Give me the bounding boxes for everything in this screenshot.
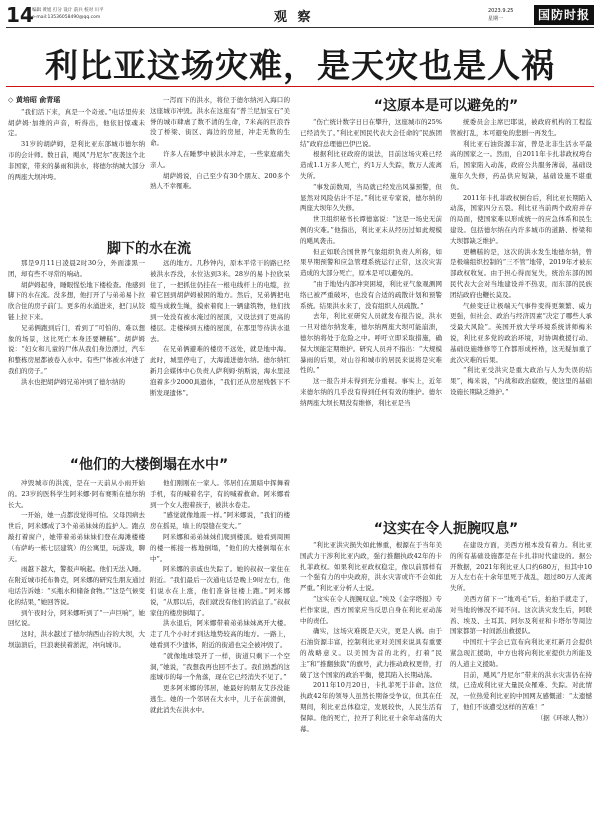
weekday-text: 星期一 bbox=[488, 16, 504, 22]
paragraph: 在兄弟俩避难的楼房不远处，就是地中海。此时，城里停电了，大海涌进德尔纳。德尔纳红新月会媒体中心负责人萨利姆·纳斯说，海水里浸泡着多少2000具遗体，“我们还从房屋残骸下不断发现遗体”。 bbox=[150, 345, 290, 397]
section4-column-1 bbox=[300, 540, 442, 830]
section3-column-1 bbox=[300, 117, 442, 513]
subhead-avoidable: “这原本是可以避免的” bbox=[373, 98, 519, 114]
main-headline: 利比亚这场灾难，是天灾也是人祸 bbox=[45, 46, 555, 85]
paragraph: 洪水也把胡萨姆兄弟冲到了德尔纳的 bbox=[21, 377, 125, 386]
section2-column-1 bbox=[8, 478, 145, 830]
paragraph: “利比亚洪灾损失如此惨重，根源在于当年美国武力干涉利比亚内政，强行推翻执政42年的卡扎菲政权。如果利比亚政权稳定，像以前那样有一个强有力的中央政府，洪水灾害或许不会如此严重。”利比亚分析人士说。 bbox=[300, 541, 442, 593]
intro-column-1 bbox=[8, 95, 145, 245]
paragraph: 远的地方。几秒钟内，原本平常干的路已经被洪水吞没，水位达到3米。28岁的易卜拉欣呆住了，一把抓住仍挂在一根电线杆上的电缆，拉着它回到胡萨姆被困的地方。然后，兄弟俩把电缆当成救生绳，摸索着爬上一辆建筑物，他们找到一处没有被水淹过的屋顶，又设法到了更高的楼层。走楼梯到五楼的屋顶，在那里等待洪水退去。 bbox=[150, 259, 290, 343]
section4-column-2 bbox=[450, 540, 592, 830]
subhead-water-flowing: 脚下的水在流 bbox=[107, 241, 191, 257]
email-line: e-mail:13536058490@qq.com bbox=[32, 15, 101, 20]
paragraph: 阿米娜的亲戚也失踪了。她的叔叔一家住在附近。“我们最后一次通电话是晚上9时左右，他们说水在上涨，他们准备往楼上跑。”阿米娜说，“从那以后，我们就没有他们的消息了。”叔叔家住的楼房倒塌了。 bbox=[150, 565, 290, 617]
issue-date bbox=[488, 7, 513, 23]
date-text: 2023.9.25 bbox=[488, 8, 514, 14]
page-header bbox=[6, 4, 594, 28]
paragraph: 统委员会主席巴耶说，被政府机构的工程监管被打乱，本可避免的悲剧一再发生。 bbox=[450, 118, 592, 137]
paragraph: 冲毁城市的洪流，是在一天前从小雨开始的。23岁的医科学生阿米娜·阿布赛斯在德尔纳长大。 bbox=[8, 479, 145, 509]
editor-line: 编辑 黄旭 打分 设计 前兵 校对 川平 bbox=[32, 8, 104, 13]
paragraph: 这一报告并未得到充分重视。事实上，近年来德尔纳的几乎没有得到任何有效的维护。德尔纳两座大坝长期没有维修，利比亚是当 bbox=[300, 377, 442, 407]
source-signature: （据《环球人物》） bbox=[536, 713, 592, 722]
paragraph: “我们活下来，真是一个奇迹。”电话里传来胡萨姆·加维的声音，听得出，他依旧惊魂未定。 bbox=[8, 107, 145, 138]
page-number: 14 bbox=[6, 3, 34, 27]
paragraph: 一泻而下的洪水，将位于德尔纳河入海口的这座城市冲毁。洪水在这座有“普兰尼加宝石”美誉的城市肆虐了数不清的生命，7米高的巨浪吞没了桥梁、街区、海边的房屋，冲走无数的生命。 bbox=[150, 96, 290, 148]
paragraph: “事发前数周，当局就已经发出风暴预警，但显然对风险估计不足。”利比亚专家说，德尔纳的两座大坝年久失修。 bbox=[300, 182, 442, 213]
paragraph: 这时，洪水越过了德尔纳西山谷的大坝，大坝崩溃后，巨浪裹挟着淤泥，冲向城市。 bbox=[8, 630, 145, 649]
paragraph: 目前，飓风“丹尼尔”带来的洪水灾害仍在持续，已造成利比亚大量民众罹难、失踪。对此情况，一位热爱利比亚的中国网友感慨道：“太遗憾了，他们不该遭受这样的苦难！” bbox=[450, 670, 592, 711]
paragraph: “由于地处内部冲突困境，利比亚气象观测网络已被严重破坏，也没有合适的疏散计划和预警系统。结果洪水来了，没有组织人员疏散。” bbox=[300, 279, 442, 310]
paragraph: 胡萨姆起身，睡眼惺忪地下楼检查。他感到脚下的水在流。没多想，他打开了与弟弟易卜拉欣合住的房子前门。更多的水涌进来，把门从铰链上拉下来。 bbox=[8, 280, 145, 321]
paragraph: 31岁的胡萨姆，是利比亚东部城市德尔纳市的会计师。数日前，飓风“丹尼尔”夜袭这个北非国家，带来的暴雨和洪水，将德尔纳城大部分的两座大坝冲垮。 bbox=[8, 140, 145, 181]
section1-column-1 bbox=[8, 258, 145, 448]
subhead-regrettable: “这实在令人扼腕叹息” bbox=[373, 521, 519, 537]
headline-divider bbox=[6, 86, 594, 87]
section2-column-2 bbox=[150, 478, 290, 830]
paragraph: “就像地球裂开了一样，街道只剩下一个空洞，”她说，“我想我再也回不去了。我们熟悉的这座城市的每一个角落，现在它已经消失不见了。” bbox=[150, 651, 290, 682]
paragraph: 雨越下越大，警报声响起。他们无法入睡。在附近城市托布鲁克，阿米娜的研究生朋友通过电话告诉她：“买瓶水和储备食物。”“这是气候变化的结果，”她回答说。 bbox=[8, 565, 145, 606]
paragraph: “这实在令人扼腕叹息。”埃及《金字塔报》专栏作家说，西方国家应当反思自身在利比亚动荡中的责任。 bbox=[300, 594, 442, 625]
paragraph: 气候变迁让极端天气事件变得更频繁、威力更强，但社会、政治与经济因素“决定了哪些人承受最大风险”。英国开放大学环境系统讲师梅米说，利比亚多党的政治环境，对协调救援行动、基础设施维修等工作都形成桎梏，这无疑加重了此次灾难的后果。 bbox=[450, 301, 592, 364]
newspaper-logo: 国防时报 bbox=[534, 5, 594, 25]
paragraph: 美西方留下一“地鸡毛”后，拍拍手就走了，对当地的惨况不闻不问。这次洪灾发生后，阿联酋、埃及、土耳其、阿尔及利亚和卡塔尔等周边国家都第一时间派出救援队。 bbox=[450, 594, 592, 636]
section1-column-2 bbox=[150, 258, 290, 448]
paragraph: 阿米娜和弟弟妹妹们爬到楼顶。她看到周围的楼一栋接一栋地倒塌，“他们的大楼倒塌在水中”。 bbox=[150, 532, 290, 563]
paragraph: “利比亚受洪灾是重大政治与人为失误的结果”，梅米说，“内战和政治腐败，使这里的基础设施长期缺乏维护。” bbox=[450, 366, 592, 396]
paragraph: 确实，这场灾难既是天灾，更是人祸。由于石油资源丰富，控制利比亚对美国来说具有重要的战略意义。以美国为首的北约，打着“民主”和“推翻独裁”的旗号，武力推动政权更替，打破了这个国家的政治平衡，使其陷入长期动荡。 bbox=[300, 627, 442, 679]
paragraph: 在建设方面，美西方根本没有着力。利比亚的所有基础设施都是在卡扎菲时代建设的。据公开数据，2021年利比亚人口约680万，但其中10万人左右在十余年里死于战乱，超过80万人流离失所。 bbox=[450, 541, 592, 593]
paragraph: 去年，利比亚研究人员就发布报告说，洪水一旦对德尔纳发难，德尔纳两座大坝可能崩溃，德尔纳将处于危险之中。呼吁立即采取措施，确保大坝能定期维护。研究人员并不指出：“大规模暴雨的后果，对山谷和城市的居民来说将是灾难性的。” bbox=[300, 312, 442, 375]
paragraph: 更糟糕的是，这次的洪水发生地德尔纳，曾是极端组织控制的“三不管”地带，2019年才被东部政权收复。由于担心得而复失，统治东部的国民代表大会对当地建设并不热衷，而东部的民族团结政府也鞭长莫及。 bbox=[450, 247, 592, 299]
subhead-building-collapsed: “他们的大楼倒塌在水中” bbox=[69, 457, 229, 473]
paragraph: 中国红十字会已宣布向利比亚红新月会提供紧急现汇援助，中方也将向利比亚提供力所能及的人道主义援助。 bbox=[450, 638, 592, 668]
section-name: 观 察 bbox=[274, 10, 314, 25]
paragraph: 2011年10月20日，卡扎菲死于非命。这位执政42年的领导人虽然长期备受争议，但其在任期间，利比亚总体稳定，发展较快，人民生活有保障。他的死亡，拉开了利比亚十余年动荡的大幕。 bbox=[300, 681, 442, 733]
paragraph: 兄弟俩跑到后门，看到了“可怕的、难以想象的场景，这比死亡本身还要糟糕”。胡萨姆说：“妇女和儿童的尸体从我们身边漂过，汽车和整栋房屋都被卷入水中。有些尸体被水冲进了我们的房子。” bbox=[8, 323, 145, 375]
intro-column-2 bbox=[150, 95, 290, 245]
paragraph: “感觉就像地震一样。”阿米娜说，“我们的楼房在摇晃，墙上的裂缝在变大。” bbox=[150, 511, 290, 531]
editor-info bbox=[32, 7, 104, 21]
paragraph: 那是9月11日凌晨2时30分，外面漆黑一团，却有些不寻常的响动。 bbox=[8, 259, 145, 278]
paragraph: 2011年卡扎菲政权倒台后，利比亚长期陷入动荡，国家四分五裂。利比亚当前两个政府并存的局面，使国家难以形成统一的应急体系和民生建设。包括德尔纳在内许多城市的道路、桥梁和大坝都缺乏维护。 bbox=[450, 193, 592, 245]
paragraph: “伤亡统计数字日日在攀升，这座城市的25%已经消失了。”利比亚国民代表大会任命的“民族团结”政府总理德巴伊巴说。 bbox=[300, 118, 442, 148]
section3-column-2 bbox=[450, 117, 592, 513]
paragraph: 到午夜时分，阿米娜听到了“一声巨响”，她回忆说。 bbox=[8, 608, 145, 628]
paragraph: 更多阿米娜的邻居，她最好的朋友艾莎没能逃生。她的一个邻居在大水中，儿子在前滑倒，就此消失在洪水中。 bbox=[150, 684, 290, 714]
byline: ◇ 黄培昭 俞青瑶 bbox=[8, 96, 61, 104]
paragraph: 但正如联合国世界气象组织负责人所称，如果早期预警和应急管理系统运行正常，这次灾害造成的大部分死亡，原本是可以避免的。 bbox=[300, 247, 442, 278]
paragraph: 利比亚石油资源丰富，曾是北非生活水平最高的国家之一。然而，自2011年卡扎菲政权垮台后，国家陷入动荡，政府公共服务薄弱，基础设施年久失修，药品供应短缺，基础设施不堪重负。 bbox=[450, 139, 592, 191]
paragraph: 他们刚刚在一家人。邻居们在黑暗中挥舞着手机，有的喊着名字，有的喊着救命。阿米娜看到一个女人抱着孩子，被洪水卷走。 bbox=[150, 479, 290, 509]
paragraph: 一开始，她一点都没觉得可怕。父母因病去世后，阿米娜成了3个弟弟妹妹的监护人。跑点敲打着窗户，她带着弟弟妹妹们登在海滩楼楼（布萨屿一栋七层建筑）的公寓里，玩游戏，聊天。 bbox=[8, 511, 145, 563]
paragraph: 洪水退后，阿米娜带着弟弟妹妹离开大楼。走了几个小时才到达地势较高的地方。一路上，她看到不少遗体，附近的街道也完全被冲毁了。 bbox=[150, 619, 290, 649]
paragraph: 世卫组织秘书长谭德塞说：“这是一场史无前例的灾难。”他指出，利比亚未从经历过如此规模的飓风袭击。 bbox=[300, 215, 442, 245]
paragraph: 胡萨姆说，自己至少有30个朋友、200多个熟人不幸罹难。 bbox=[150, 171, 290, 191]
paragraph: 许多人在睡梦中被洪水冲走，一些家庭痛失亲人。 bbox=[150, 149, 290, 169]
paragraph: 根据利比亚政府的说法，目前这场灾难已经造成1.1万多人死亡，约1万人失踪，数万人流离失所。 bbox=[300, 150, 442, 180]
